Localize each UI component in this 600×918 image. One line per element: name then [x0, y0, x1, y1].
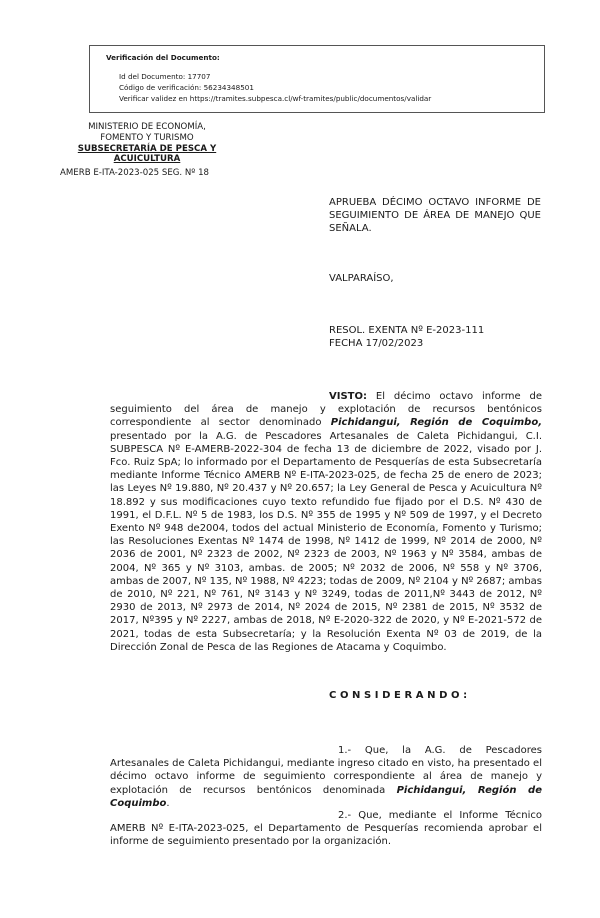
- ministry-header: [60, 122, 234, 165]
- place-line: VALPARAÍSO,: [329, 273, 394, 284]
- resolution-date: FECHA 17/02/2023: [329, 338, 424, 350]
- ministry-name-line2: FOMENTO Y TURISMO: [100, 132, 194, 143]
- considerando-paragraph-1: [110, 744, 542, 810]
- verification-code: • Código de verificación: 56234348501: [119, 82, 534, 93]
- considerando-paragraph-2: [110, 809, 542, 849]
- verification-box: [89, 45, 545, 113]
- resolution-title: APRUEBA DÉCIMO OCTAVO INFORME DE SEGUIMIENTO DE ÁREA DE MANEJO QUE SEÑALA.: [329, 197, 541, 235]
- visto-area-name: Pichidangui, Región de Coquimbo,: [330, 417, 542, 429]
- verification-url[interactable]: • Verificar validez en https://tramites.subpesca.cl/wf-tramites/public/documentos/validar: [119, 93, 534, 104]
- verification-document-id: • Id del Documento: 17707: [119, 71, 534, 82]
- ministry-name-line1: MINISTERIO DE ECONOMÍA,: [88, 122, 206, 132]
- considerando-1-end: .: [166, 797, 170, 809]
- visto-text-part1: El décimo octavo informe de seguimiento del área de manejo y explotación de recursos bentónicos correspondiente al sector denominado: [110, 391, 542, 429]
- visto-text-part2: presentado por la A.G. de Pescadores Artesanales de Caleta Pichidangui, C.I. SUBPESCA Nº E-AMERB-2022-304 de fecha 13 de diciembre de 2022, visado por J. Fco. Ruiz SpA; lo informado por el Departamento de Pesquerías de esta Subsecretaría mediante Informe Técnico AMERB Nº E-ITA-2023-025, de fecha 25 de enero de 2023; las Leyes Nº 19.880, Nº 20.437 y Nº 20.657; la Ley General de Pesca y Acuicultura Nº 18.892 y sus modificaciones cuyo texto refundido fue fijado por el D.S. Nº 430 de 1991, el D.F.L. Nº 5 de 1983, los D.S. Nº 355 de 1995 y Nº 509 de 1997, y el Decreto Exento Nº 948 de2004, todos del actual Ministerio de Economía, Fomento y Turismo; las Resoluciones Exentas Nº 1474 de 1998, Nº 1412 de 1999, Nº 2014 de 2000, Nº 2036 de 2001, Nº 2323 de 2002, Nº 2323 de 2003, Nº 1963 y Nº 3584, ambas de 2004, Nº 365 y Nº 3103, ambas. de 2005; Nº 2032 de 2006, Nº 558 y Nº 3706, ambas de 2007, Nº 135, Nº 1988, Nº 4223; todas de 2009, Nº 2104 y Nº 2687; ambas de 2010, Nº 221, Nº 761, Nº 3143 y Nº 3249, todas de 2011,Nº 3443 de 2012, Nº 2930 de 2013, Nº 2973 de 2014, Nº 2024 de 2015, Nº 2381 de 2015, Nº 3532 de 2017, Nº395 y Nº 2227, ambas de 2018, Nº E-2020-322 de 2020, y Nº E-2021-572 de 2021, todas de esta Subsecretaría; y la Resolución Exenta Nº 03 de 2019, de la Dirección Zonal de Pesca de las Regiones de Atacama y Coquimbo.: [110, 430, 542, 653]
- verification-list: [106, 71, 534, 104]
- visto-label: VISTO:: [329, 391, 367, 402]
- considerando-1-text: 1.- Que, la A.G. de Pescadores Artesanales de Caleta Pichidangui, mediante ingreso citado en visto, ha presentado el décimo octavo informe de seguimiento correspondiente al área de manejo y explotación de recursos bentónicos denominada: [110, 745, 542, 796]
- considerando-2-text: 2.- Que, mediante el Informe Técnico AMERB Nº E-ITA-2023-025, el Departamento de Pesquerías recomienda aprobar el informe de seguimiento presentado por la organización.: [110, 810, 542, 848]
- document-reference: AMERB E-ITA-2023-025 SEG. Nº 18: [60, 168, 210, 178]
- subsecretaria-name: SUBSECRETARÍA DE PESCA Y ACUICULTURA: [77, 143, 217, 165]
- considerando-1-area-name: Pichidangui, Región de Coquimbo: [110, 784, 542, 809]
- verification-title: Verificación del Documento:: [106, 53, 220, 62]
- resolution-number-block: [329, 324, 484, 351]
- considerando-heading: CONSIDERANDO:: [329, 690, 471, 701]
- visto-paragraph: [110, 390, 542, 654]
- resolution-number: RESOL. EXENTA Nº E-2023-111: [329, 325, 485, 336]
